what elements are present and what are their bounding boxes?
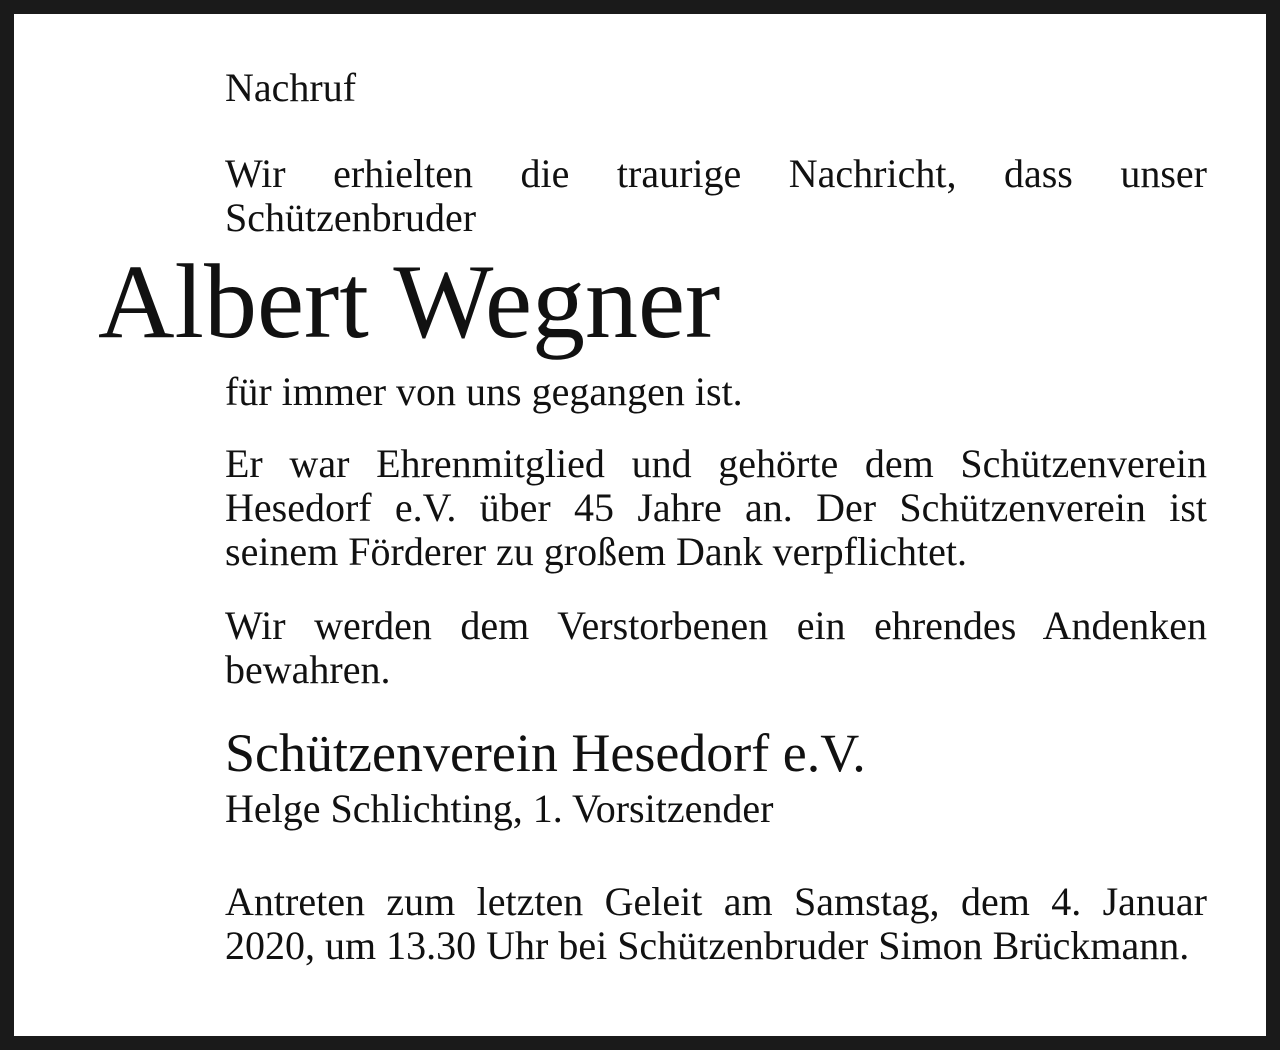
honorary-member-paragraph: Er war Ehrenmitglied und gehörte dem Schützenverein Hesedorf e.V. über 45 Jahre an. Der Schützenverein ist seinem Förderer zu großem Dank verpflichtet.	[225, 441, 1207, 574]
notice-heading: Nachruf	[225, 65, 357, 110]
remembrance-paragraph: Wir werden dem Verstorbenen ein ehrendes Andenken bewahren.	[225, 603, 1207, 692]
passed-text: für immer von uns gegangen ist.	[225, 369, 743, 414]
chairman-signature: Helge Schlichting, 1. Vorsitzender	[225, 786, 774, 831]
funeral-info: Antreten zum letzten Geleit am Samstag, dem 4. Januar 2020, um 13.30 Uhr bei Schützenbruder Simon Brückmann.	[225, 879, 1207, 968]
intro-text: Wir erhielten die traurige Nachricht, dass unser Schützenbruder	[225, 151, 1207, 240]
organization-name: Schützenverein Hesedorf e.V.	[225, 723, 866, 783]
deceased-name: Albert Wegner	[98, 243, 721, 360]
